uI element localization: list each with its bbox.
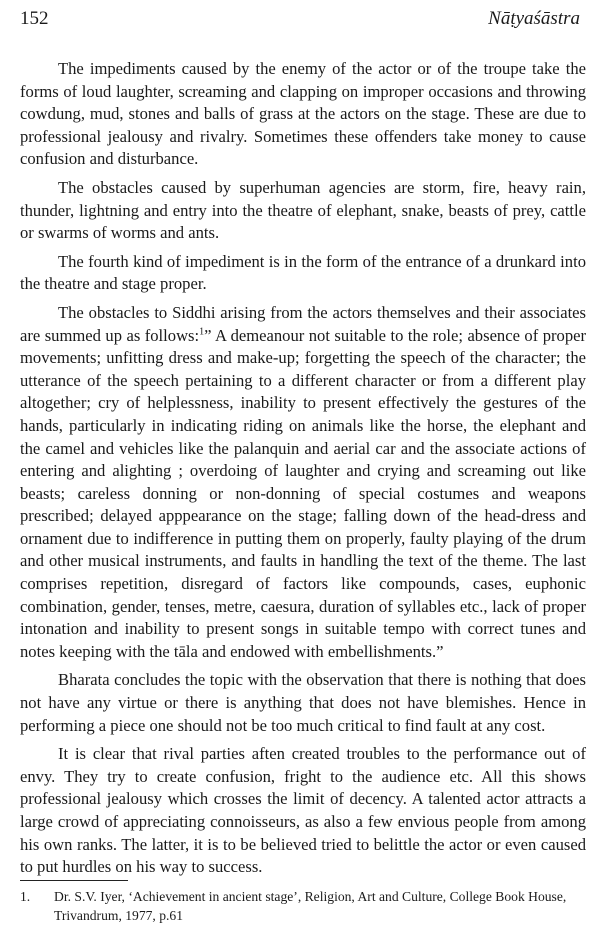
page-header [20,8,580,38]
footnote-divider [20,880,128,881]
footnote [20,887,586,925]
footnote-text: Dr. S.V. Iyer, ‘Achievement in ancient stage’, Religion, Art and Culture, College Book House, Trivandrum, 1977, p.61 [54,889,567,923]
paragraph-rival-parties: It is clear that rival parties aften created troubles to the performance out of envy. They try to create confusion, fright to the audience etc. All this shows professional jealousy which crosses the limit of decency. A talented actor attracts a large crowd of appreciating connoisseurs, as also a few envious people from among his own ranks. The latter, it is to be believed tried to belittle the actor or even caused to put hurdles on his way to success. [20,744,586,877]
footnote-number: 1. [20,889,31,904]
footnote-reference[interactable]: 1 [199,326,205,337]
quoted-text: ” A demeanour not suitable to the role; absence of proper movements; unfitting dress and make-up; forgetting the speech of the character; the utterance of the speech pertaining to a different character or from a different play altogether; cry of helplessness, inability to present effectively the gestures of the hands, particularly in indicating riding on animals like the horse, the elephant and the camel and vehicles like the palanquin and aerial car and the associate actions of entering and alighting ; overdoing of laughter and crying and screaming out like beasts; careless donning or non-donning of special costumes and weapons prescribed; delayed apppearance on the stage; falling down of the head-dress and ornament due to indifference in putting them on properly, faulty playing of the drum and other musical instruments, and faults in handling the text of the theme. The last comprises repetition, disregard of factors like compounds, cases, euphonic combination, gender, tenses, metre, caesura, duration of syllables etc., lack of proper intonation and inability to present songs in suitable tempo with correct tunes and notes keeping with the tāla and endowed with embellishments.” [20,325,587,661]
body-text [20,58,586,885]
paragraph-bharata-conclusion: Bharata concludes the topic with the observation that there is nothing that does not have any virtue or there is anything that does not have blemishes. Hence in performing a piece one should not be too much critical to find fault at any cost. [20,670,586,735]
quote-lead-text: The obstacles to Siddhi arising from the actors themselves and their associates are summed up as follows: [20,302,586,345]
paragraph-actor-obstacles [20,302,586,664]
page-number: 152 [20,8,49,29]
paragraph-fourth-impediment: The fourth kind of impediment is in the form of the entrance of a drunkard into the theatre and stage proper. [20,251,586,294]
paragraph-superhuman-obstacles: The obstacles caused by superhuman agencies are storm, fire, heavy rain, thunder, lightning and entry into the theatre of elephant, snake, beasts of prey, cattle or swarms of worms and ants. [20,177,586,243]
running-title: Nāṭyaśāstra [488,8,580,29]
paragraph-enemy-impediments: The impediments caused by the enemy of the actor or of the troupe take the forms of loud laughter, screaming and clapping on improper occasions and throwing cowdung, mud, stones and balls of grass at the actors on the stage. These are due to professional jealousy and rivalry. Sometimes these offenders take money to cause confusion and disturbance. [20,59,586,169]
